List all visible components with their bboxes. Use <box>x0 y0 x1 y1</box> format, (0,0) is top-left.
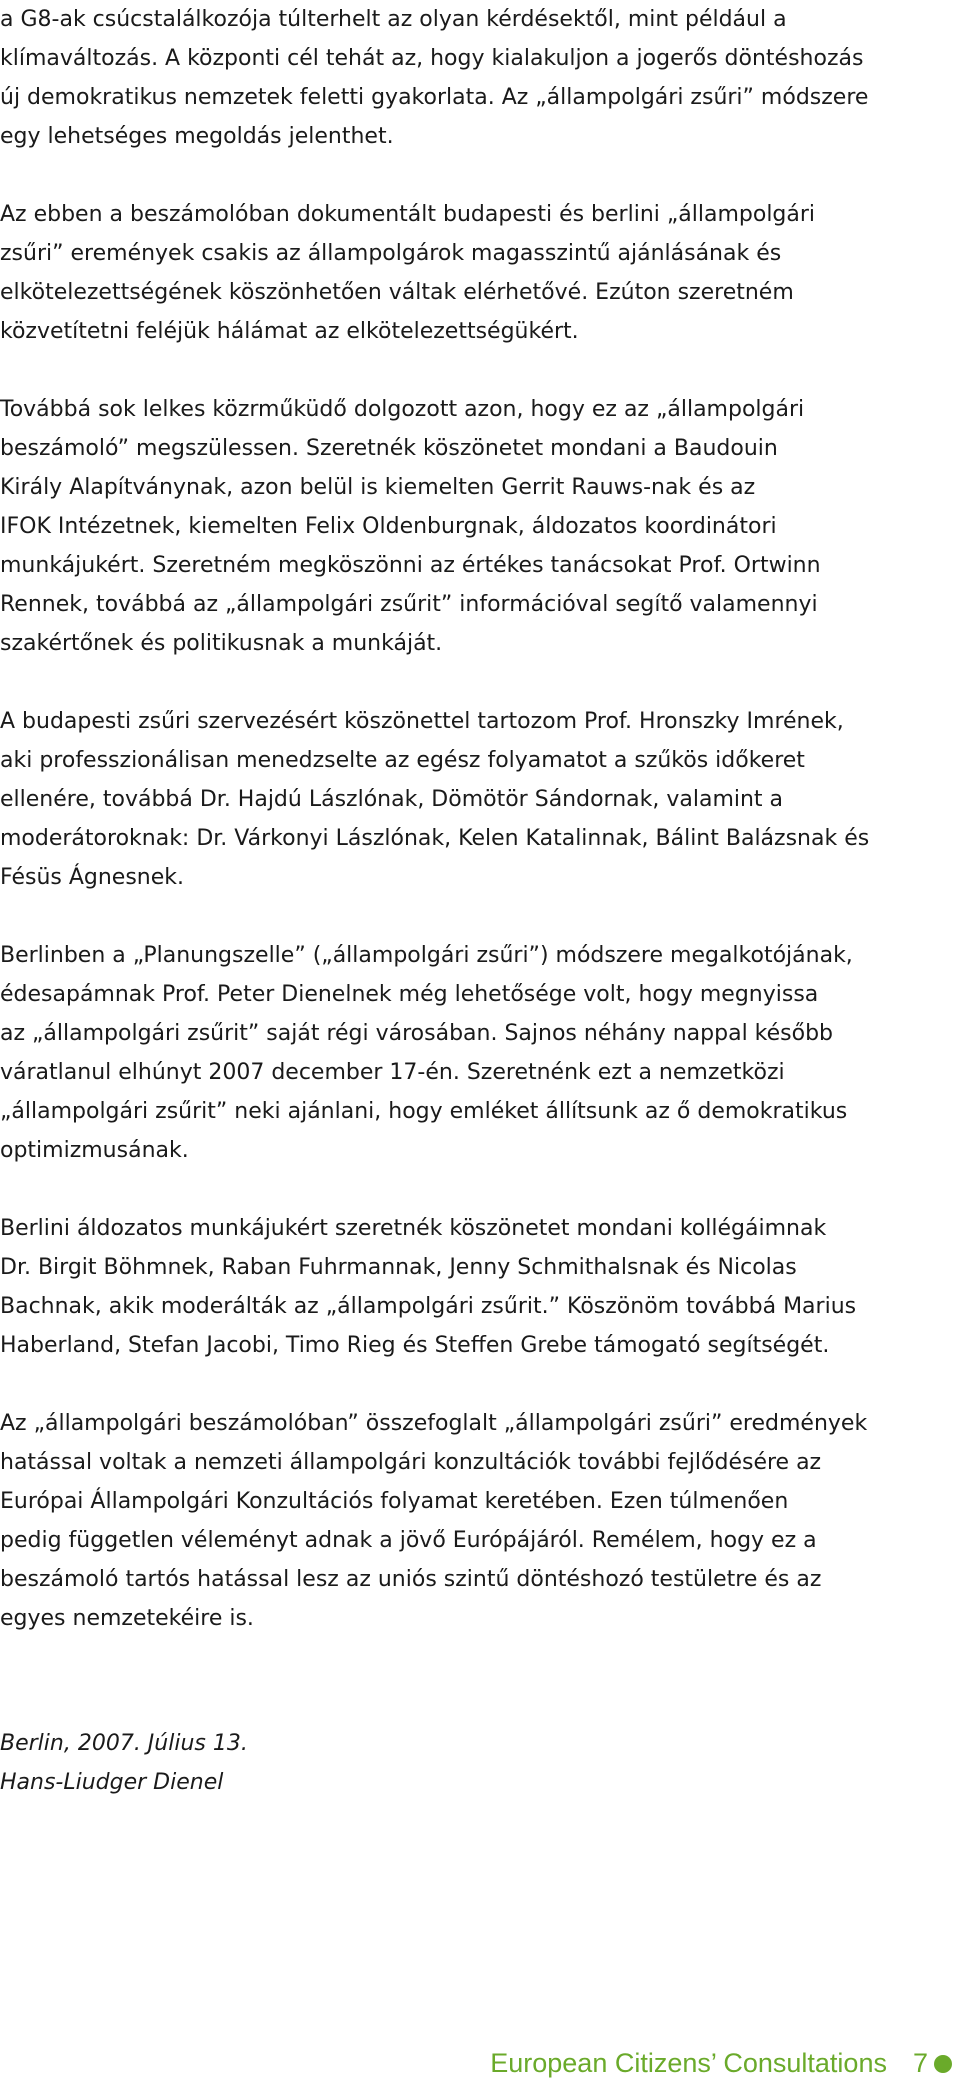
signature-name: Hans-Liudger Dienel <box>0 1770 224 1795</box>
paragraph-3: Továbbá sok lelkes közrműküdő dolgozott azon, hogy ez az „állampolgári beszámoló” megszülessen. Szeretnék köszönetet mondani a Baudouin Király Alapítványnak, azon belül is kiemelten Gerrit Rauws-nak és az IFOK Intézetnek, kiemelten Felix Oldenburgnak, áldozatos koordinátori munkájukért. Szeretném megköszönni az értékes tanácsokat Prof. Ortwinn Rennek, továbbá az „állampolgári zsűrit” információval segítő valamennyi szakértőnek és politikusnak a munkáját. <box>0 397 821 656</box>
signature-place-date: Berlin, 2007. Július 13. <box>0 1731 248 1756</box>
page-footer <box>490 2048 952 2079</box>
paragraph-6: Berlini áldozatos munkájukért szeretnék köszönetet mondani kollégáimnak Dr. Birgit Böhmnek, Raban Fuhrmannak, Jenny Schmithalsnak és Nicolas Bachnak, akik moderálták az „állampolgári zsűrit.” Köszönöm továbbá Marius Haberland, Stefan Jacobi, Timo Rieg és Steffen Grebe támogató segítségét. <box>0 1216 857 1358</box>
footer-publication-title: European Citizens’ Consultations <box>490 2048 887 2078</box>
paragraph-4: A budapesti zsűri szervezésért köszönettel tartozom Prof. Hronszky Imrének, aki professzionálisan menedzselte az egész folyamatot a szűkös időkeret ellenére, továbbá Dr. Hajdú Lászlónak, Dömötör Sándornak, valamint a moderátoroknak: Dr. Várkonyi Lászlónak, Kelen Katalinnak, Bálint Balázsnak és Fésüs Ágnesnek. <box>0 709 870 890</box>
paragraph-1: a G8-ak csúcstalálkozója túlterhelt az olyan kérdésektől, mint például a klímaváltozás. A központi cél tehát az, hogy kialakuljon a jogerős döntéshozás új demokratikus nemzetek feletti gyakorlata. Az „állampolgári zsűri” módszere egy lehetséges megoldás jelenthet. <box>0 7 869 149</box>
signature-block <box>0 1724 248 1802</box>
bullet-dot-icon <box>934 2055 952 2073</box>
paragraph-7: Az „állampolgári beszámolóban” összefoglalt „állampolgári zsűri” eredmények hatással voltak a nemzeti állampolgári konzultációk további fejlődésére az Európai Állampolgári Konzultációs folyamat keretében. Ezen túlmenően pedig független véleményt adnak a jövő Európájáról. Remélem, hogy ez a beszámoló tartós hatással lesz az uniós szintű döntéshozó testületre és az egyes nemzetekéire is. <box>0 1411 868 1631</box>
paragraph-2: Az ebben a beszámolóban dokumentált budapesti és berlini „állampolgári zsűri” eremények csakis az állampolgárok magasszintű ajánlásának és elkötelezettségének köszönhetően váltak elérhetővé. Ezúton szeretném közvetítetni feléjük hálámat az elkötelezettségükért. <box>0 202 816 344</box>
paragraph-5: Berlinben a „Planungszelle” („állampolgári zsűri”) módszere megalkotójának, édesapámnak Prof. Peter Dienelnek még lehetősége volt, hogy megnyissa az „állampolgári zsűrit” saját régi városában. Sajnos néhány nappal később váratlanul elhúnyt 2007 december 17-én. Szeretnénk ezt a nemzetközi „állampolgári zsűrit” neki ajánlani, hogy emléket állítsunk az ő demokratikus optimizmusának. <box>0 943 853 1163</box>
footer-page-number: 7 <box>912 2048 928 2078</box>
